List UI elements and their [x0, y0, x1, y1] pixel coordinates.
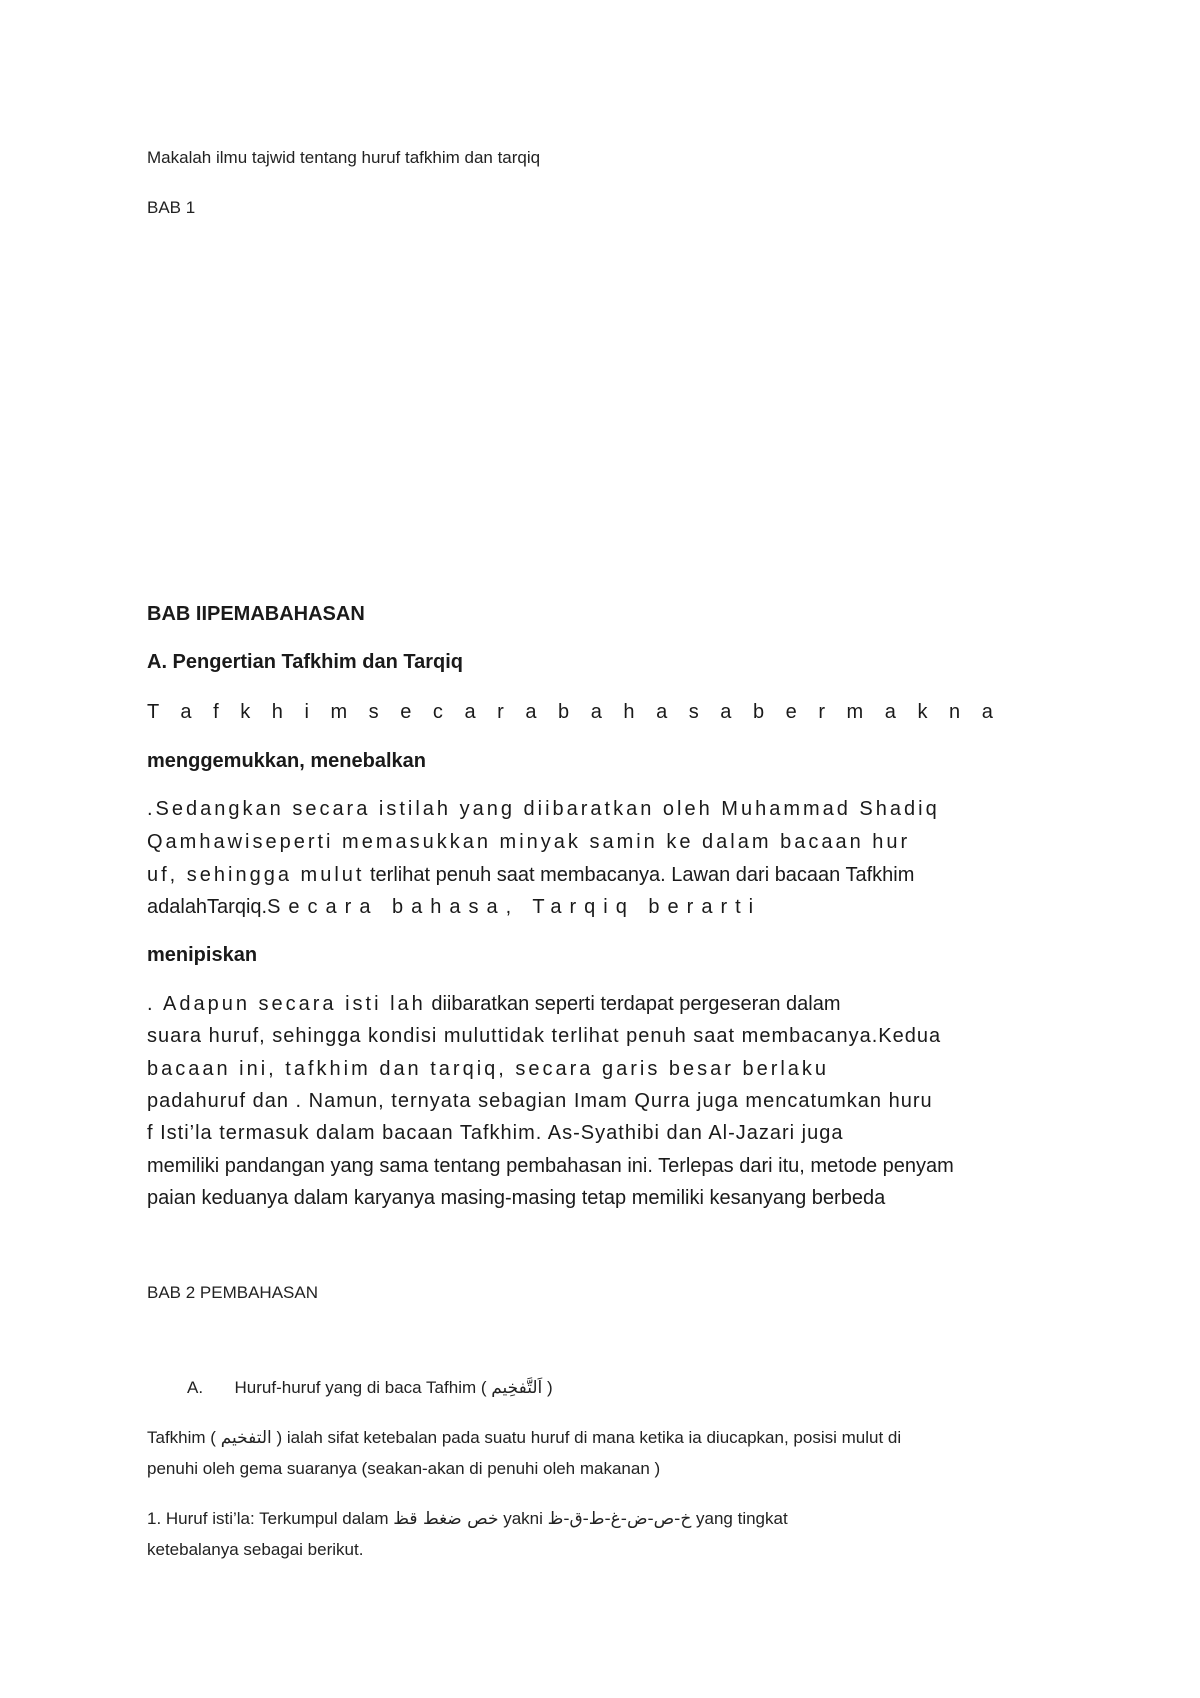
text-run: diibaratkan seperti terdapat pergeseran dalam: [431, 993, 841, 1015]
paragraph-adapun-line-4: padahuruf dan . Namun, ternyata sebagian Imam Qurra juga mencatumkan huru: [147, 1090, 933, 1112]
paragraph-istilah-line-4: [147, 896, 761, 919]
paragraph-adapun-line-6: memiliki pandangan yang sama tentang pembahasan ini. Terlepas dari itu, metode penyam: [147, 1155, 954, 1177]
paragraph-adapun-line-7: paian keduanya dalam karyanya masing-masing tetap memiliki kesanyang berbeda: [147, 1187, 886, 1209]
list-item-a: [187, 1378, 553, 1398]
text-run: . Adapun secara isti lah: [147, 993, 426, 1015]
definition-line-1: [147, 1428, 901, 1448]
section-a-heading: A. Pengertian Tafkhim dan Tarqiq: [147, 651, 463, 673]
text-run: Tafkhim (: [147, 1428, 221, 1447]
document-title: Makalah ilmu tajwid tentang huruf tafkhim dan tarqiq: [147, 148, 541, 167]
text-run: terlihat penuh saat membacanya. Lawan dari bacaan Tafkhim: [370, 864, 915, 886]
text-run: adalahTarqiq.: [147, 896, 268, 918]
paragraph-istilah-line-2: Qamhawiseperti memasukkan minyak samin ke dalam bacaan hur: [147, 831, 911, 853]
numbered-item-1-line-1: [147, 1509, 788, 1529]
chapter-1-label: BAB 1: [147, 198, 196, 217]
paragraph-tafkhim-bahasa: T a f k h i m s e c a r a b a h a s a b e r m a k n a: [147, 701, 1001, 723]
text-run: uf, sehingga mulut: [147, 864, 365, 886]
paragraph-istilah-line-3: [147, 864, 914, 887]
paragraph-istilah-line-1: .Sedangkan secara istilah yang diibaratkan oleh Muhammad Shadiq: [147, 798, 940, 820]
arabic-text: خ-ص-ض-غ-ط-ق-ظ: [547, 1509, 692, 1529]
chapter-2-heading: BAB IIPEMABAHASAN: [147, 603, 365, 625]
arabic-text: اَلتَّفخِيم: [491, 1378, 543, 1398]
paragraph-menipiskan: menipiskan: [147, 944, 258, 966]
paragraph-adapun-line-2: suara huruf, sehingga kondisi muluttidak terlihat penuh saat membacanya.Kedua: [147, 1025, 942, 1047]
paragraph-adapun-line-3: bacaan ini, tafkhim dan tarqiq, secara garis besar berlaku: [147, 1058, 830, 1080]
text-run: yakni: [498, 1509, 548, 1528]
paragraph-adapun-line-5: f Isti’la termasuk dalam bacaan Tafkhim. As-Syathibi dan Al-Jazari juga: [147, 1122, 844, 1144]
arabic-text: التفخيم: [220, 1428, 272, 1448]
paragraph-adapun-line-1: [147, 993, 841, 1016]
text-run: ) ialah sifat ketebalan pada suatu huruf di mana ketika ia diucapkan, posisi mulut di: [271, 1428, 902, 1447]
paragraph-menggemukkan: menggemukkan, menebalkan: [147, 750, 426, 772]
text-run: Huruf-huruf yang di baca Tafhim (: [234, 1378, 492, 1397]
arabic-text: خص ضغط قظ: [393, 1509, 499, 1529]
text-run: ): [542, 1378, 553, 1397]
numbered-item-1-line-2: ketebalanya sebagai berikut.: [147, 1540, 364, 1559]
text-run: Secara bahasa, Tarqiq berarti: [267, 896, 762, 918]
list-marker: A.: [187, 1378, 204, 1397]
text-run: yang tingkat: [691, 1509, 788, 1528]
chapter-2-pembahasan-label: BAB 2 PEMBAHASAN: [147, 1283, 319, 1302]
text-run: 1. Huruf isti’la: Terkumpul dalam: [147, 1509, 394, 1528]
definition-line-2: penuhi oleh gema suaranya (seakan-akan di penuhi oleh makanan ): [147, 1459, 661, 1478]
